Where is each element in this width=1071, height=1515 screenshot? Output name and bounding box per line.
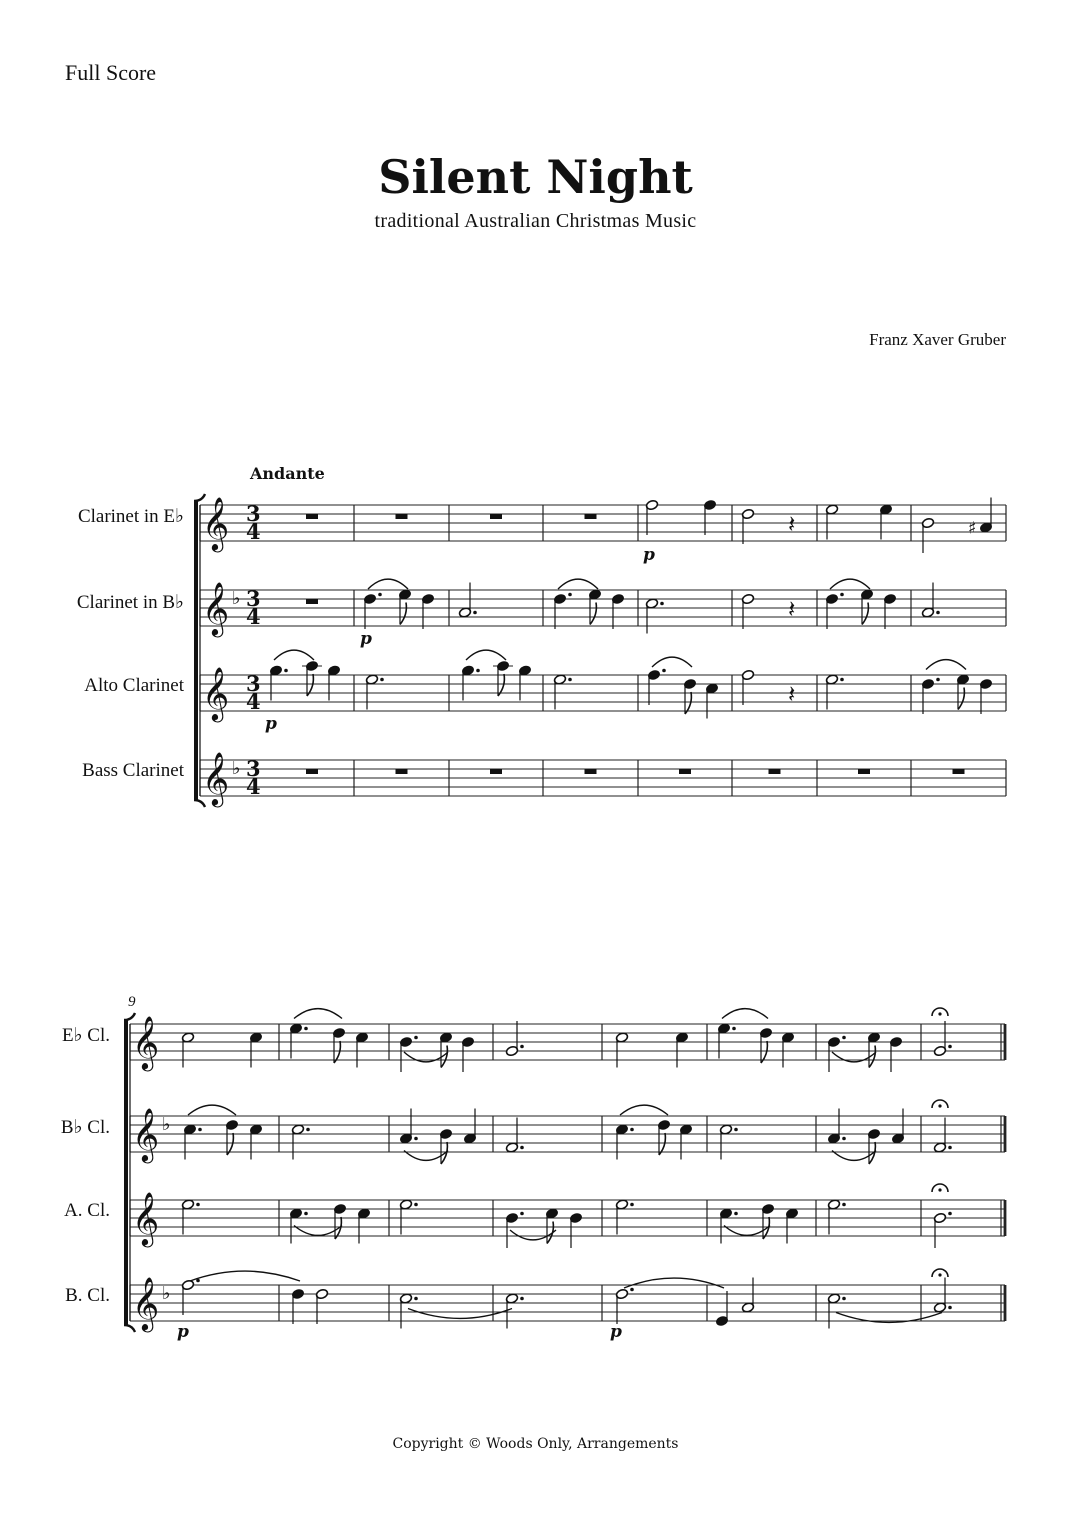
whole-rest-icon xyxy=(396,769,408,774)
augmentation-dot xyxy=(842,1297,846,1301)
quarter-rest-icon: 𝄽 xyxy=(788,595,796,623)
augmentation-dot xyxy=(414,1203,418,1207)
augmentation-dot xyxy=(473,611,477,615)
dynamic-piano-marking: p xyxy=(360,629,372,649)
whole-rest-icon xyxy=(679,769,691,774)
augmentation-dot xyxy=(662,669,666,673)
copyright-notice: Copyright © Woods Only, Arrangements xyxy=(392,1436,679,1452)
augmentation-dot xyxy=(476,669,480,673)
augmentation-dot xyxy=(284,669,288,673)
instrument-abbr-alto-clarinet: A. Cl. xyxy=(64,1200,110,1221)
dynamic-piano-marking: p xyxy=(610,1322,622,1342)
slur xyxy=(408,1309,512,1319)
whole-rest-icon xyxy=(769,769,781,774)
slur xyxy=(274,650,314,660)
fermata-dot xyxy=(938,1188,941,1191)
time-signature-numerator: 3 xyxy=(246,671,261,696)
treble-clef-icon: 𝄞 xyxy=(132,1015,160,1069)
slur xyxy=(466,650,506,660)
treble-clef-icon: 𝄞 xyxy=(202,581,230,635)
time-signature-numerator: 3 xyxy=(246,501,261,526)
treble-clef-icon: 𝄞 xyxy=(202,496,230,550)
augmentation-dot xyxy=(948,1045,952,1049)
slur xyxy=(368,579,408,589)
augmentation-dot xyxy=(734,1128,738,1132)
slur xyxy=(188,1105,236,1115)
augmentation-dot xyxy=(380,678,384,682)
slur xyxy=(926,660,966,670)
piece-subtitle: traditional Australian Christmas Music xyxy=(374,210,697,232)
flat-key-signature-icon: ♭ xyxy=(232,588,241,609)
augmentation-dot xyxy=(936,611,940,615)
treble-clef-icon: 𝄞 xyxy=(202,666,230,720)
slur xyxy=(624,1278,724,1288)
instrument-abbr-eb-clarinet: E♭ Cl. xyxy=(61,1025,110,1046)
whole-rest-icon xyxy=(306,769,318,774)
instrument-abbr-bass-clarinet: B. Cl. xyxy=(65,1285,110,1306)
dynamic-piano-marking: p xyxy=(265,714,277,734)
quarter-rest-icon: 𝄽 xyxy=(788,680,796,708)
augmentation-dot xyxy=(842,1036,846,1040)
time-signature-numerator: 3 xyxy=(246,756,261,781)
whole-rest-icon xyxy=(585,769,597,774)
time-signature-denominator: 4 xyxy=(246,774,261,799)
augmentation-dot xyxy=(630,1203,634,1207)
augmentation-dot xyxy=(630,1128,634,1132)
augmentation-dot xyxy=(936,678,940,682)
treble-clef-icon: 𝄞 xyxy=(132,1191,160,1245)
system-1 xyxy=(194,494,1006,807)
augmentation-dot xyxy=(948,1146,952,1150)
note-flag xyxy=(590,603,596,625)
augmentation-dot xyxy=(520,1146,524,1150)
augmentation-dot xyxy=(568,593,572,597)
treble-clef-icon: 𝄞 xyxy=(202,751,230,805)
time-signature-denominator: 4 xyxy=(246,519,261,544)
augmentation-dot xyxy=(520,1212,524,1216)
whole-rest-icon xyxy=(953,769,965,774)
dynamic-piano-marking: p xyxy=(643,545,655,565)
flat-key-signature-icon: ♭ xyxy=(232,758,241,779)
augmentation-dot xyxy=(660,602,664,606)
whole-rest-icon xyxy=(396,514,408,519)
slur xyxy=(620,1105,668,1115)
augmentation-dot xyxy=(840,593,844,597)
instrument-name-bb-clarinet: Clarinet in B♭ xyxy=(76,592,184,613)
fermata-dot xyxy=(938,1012,941,1015)
augmentation-dot xyxy=(196,1203,200,1207)
whole-rest-icon xyxy=(306,514,318,519)
measure-number: 9 xyxy=(128,994,136,1010)
augmentation-dot xyxy=(414,1137,418,1141)
fermata-dot xyxy=(938,1104,941,1107)
augmentation-dot xyxy=(948,1306,952,1310)
whole-rest-icon xyxy=(858,769,870,774)
whole-rest-icon xyxy=(585,514,597,519)
fermata-dot xyxy=(938,1273,941,1276)
augmentation-dot xyxy=(520,1297,524,1301)
augmentation-dot xyxy=(732,1027,736,1031)
time-signature-denominator: 4 xyxy=(246,604,261,629)
slur xyxy=(294,1009,342,1019)
slur xyxy=(510,1230,556,1240)
score-label: Full Score xyxy=(65,60,157,85)
augmentation-dot xyxy=(304,1212,308,1216)
augmentation-dot xyxy=(734,1212,738,1216)
augmentation-dot xyxy=(520,1045,524,1049)
whole-rest-icon xyxy=(306,599,318,604)
time-signature-denominator: 4 xyxy=(246,689,261,714)
dynamic-piano-marking: p xyxy=(177,1322,189,1342)
slur xyxy=(190,1271,300,1281)
augmentation-dot xyxy=(840,678,844,682)
whole-rest-icon xyxy=(490,769,502,774)
slur xyxy=(558,579,598,589)
augmentation-dot xyxy=(378,593,382,597)
augmentation-dot xyxy=(306,1128,310,1132)
note-flag xyxy=(958,688,964,710)
flat-key-signature-icon: ♭ xyxy=(162,1114,171,1135)
slur xyxy=(652,657,692,667)
slur xyxy=(830,579,870,589)
augmentation-dot xyxy=(304,1027,308,1031)
piece-title: Silent Night xyxy=(378,150,693,204)
augmentation-dot xyxy=(630,1288,634,1292)
augmentation-dot xyxy=(568,678,572,682)
instrument-abbr-bb-clarinet: B♭ Cl. xyxy=(60,1117,110,1138)
composer-name: Franz Xaver Gruber xyxy=(869,330,1006,349)
augmentation-dot xyxy=(198,1128,202,1132)
instrument-name-alto-clarinet: Alto Clarinet xyxy=(84,675,184,696)
system-2 xyxy=(124,1008,1005,1342)
whole-rest-icon xyxy=(490,514,502,519)
tempo-marking: Andante xyxy=(250,464,325,483)
augmentation-dot xyxy=(842,1137,846,1141)
augmentation-dot xyxy=(842,1203,846,1207)
augmentation-dot xyxy=(414,1297,418,1301)
sharp-accidental-icon: ♯ xyxy=(968,518,977,539)
quarter-rest-icon: 𝄽 xyxy=(788,510,796,538)
augmentation-dot xyxy=(414,1036,418,1040)
note-flag xyxy=(862,603,868,625)
time-signature-numerator: 3 xyxy=(246,586,261,611)
note-flag xyxy=(400,603,406,625)
treble-clef-icon: 𝄞 xyxy=(132,1107,160,1161)
instrument-name-eb-clarinet: Clarinet in E♭ xyxy=(77,506,184,527)
augmentation-dot xyxy=(948,1212,952,1216)
instrument-name-bass-clarinet: Bass Clarinet xyxy=(82,760,184,781)
treble-clef-icon: 𝄞 xyxy=(132,1276,160,1330)
flat-key-signature-icon: ♭ xyxy=(162,1283,171,1304)
slur xyxy=(722,1009,768,1019)
